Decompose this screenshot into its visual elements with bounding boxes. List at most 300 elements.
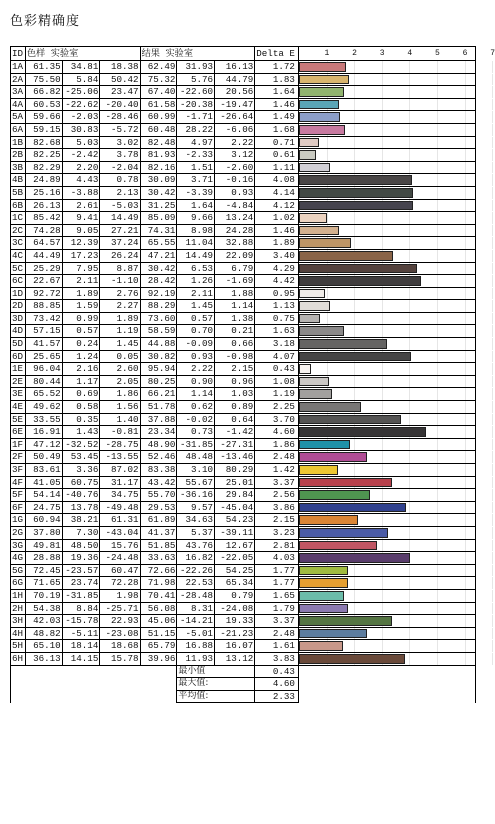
gridline <box>492 477 493 489</box>
gridline <box>409 527 410 539</box>
table-row <box>11 501 476 514</box>
ref-lab-value: 57.15 <box>25 325 62 338</box>
row-id: 3G <box>11 539 26 552</box>
result-lab-value: 95.94 <box>140 363 177 376</box>
result-lab-value: 65.34 <box>215 577 255 590</box>
ref-lab-value: 30.83 <box>62 123 100 136</box>
summary-spacer <box>11 690 177 703</box>
gridline <box>465 263 466 275</box>
ref-lab-value: 1.98 <box>100 589 140 602</box>
table-row <box>11 186 476 199</box>
result-lab-value: 5.37 <box>177 526 215 539</box>
delta-e-value: 1.02 <box>255 212 299 225</box>
result-lab-value: 44.79 <box>215 73 255 86</box>
ref-lab-value: -2.04 <box>100 161 140 174</box>
delta-e-bar <box>299 188 413 198</box>
gridline <box>465 162 466 174</box>
result-lab-value: 3.12 <box>215 149 255 162</box>
delta-e-bar <box>299 87 344 97</box>
ref-lab-value: -25.06 <box>62 86 100 99</box>
gridline <box>382 451 383 463</box>
ref-lab-value: 59.66 <box>25 111 62 124</box>
gridline <box>354 149 355 161</box>
gridline <box>382 325 383 337</box>
result-lab-value: -0.02 <box>177 413 215 426</box>
bar-cell <box>298 237 475 250</box>
table-row <box>11 275 476 288</box>
gridline <box>437 363 438 375</box>
ref-lab-value: -28.75 <box>100 438 140 451</box>
ref-lab-value: 25.16 <box>25 186 62 199</box>
ref-lab-value: 14.49 <box>100 212 140 225</box>
delta-e-value: 1.49 <box>255 111 299 124</box>
row-id: 5B <box>11 186 26 199</box>
delta-e-bar <box>299 503 406 513</box>
ref-lab-value: 36.13 <box>25 652 62 665</box>
delta-e-value: 1.11 <box>255 161 299 174</box>
ref-lab-value: 17.23 <box>62 249 100 262</box>
row-id: 3H <box>11 615 26 628</box>
ref-lab-value: 82.25 <box>25 149 62 162</box>
ref-lab-value: 1.19 <box>100 325 140 338</box>
gridline <box>354 74 355 86</box>
gridline <box>409 477 410 489</box>
gridline <box>354 111 355 123</box>
table-row <box>11 489 476 502</box>
gridline <box>437 149 438 161</box>
bar-cell <box>298 640 475 653</box>
gridline <box>465 338 466 350</box>
result-lab-value: 51.15 <box>140 627 177 640</box>
bar-cell <box>298 539 475 552</box>
gridline <box>382 540 383 552</box>
result-lab-value: 32.88 <box>215 237 255 250</box>
ref-lab-value: 66.82 <box>25 86 62 99</box>
gridline <box>382 237 383 249</box>
gridline <box>382 149 383 161</box>
row-id: 4G <box>11 552 26 565</box>
ref-lab-value: 1.89 <box>62 287 100 300</box>
gridline <box>354 237 355 249</box>
gridline <box>382 401 383 413</box>
bar-cell <box>298 199 475 212</box>
delta-e-bar <box>299 591 345 601</box>
result-lab-value: 55.67 <box>177 476 215 489</box>
gridline <box>354 61 355 73</box>
table-row <box>11 539 476 552</box>
header-result: 结果 实验室 <box>140 47 255 61</box>
gridline <box>354 388 355 400</box>
gridline <box>409 615 410 627</box>
result-lab-value: 3.10 <box>177 464 215 477</box>
result-lab-value: 65.55 <box>140 237 177 250</box>
ref-lab-value: 42.03 <box>25 615 62 628</box>
delta-e-bar <box>299 175 412 185</box>
delta-e-value: 1.46 <box>255 224 299 237</box>
result-lab-value: -45.04 <box>215 501 255 514</box>
result-lab-value: 16.88 <box>177 640 215 653</box>
result-lab-value: 1.45 <box>177 300 215 313</box>
ref-lab-value: 0.58 <box>62 401 100 414</box>
gridline <box>492 300 493 312</box>
color-accuracy-table <box>10 46 495 703</box>
ref-lab-value: -23.08 <box>100 627 140 640</box>
delta-e-bar <box>299 62 347 72</box>
ref-lab-value: 83.61 <box>25 464 62 477</box>
gridline <box>437 653 438 665</box>
result-lab-value: -13.46 <box>215 451 255 464</box>
bar-cell <box>298 338 475 351</box>
result-lab-value: 25.01 <box>215 476 255 489</box>
summary-label: 最小值 <box>177 665 255 678</box>
gridline <box>382 162 383 174</box>
gridline <box>492 74 493 86</box>
bar-cell <box>298 61 475 74</box>
gridline <box>437 200 438 212</box>
table-row <box>11 312 476 325</box>
delta-e-value: 1.64 <box>255 86 299 99</box>
gridline <box>465 124 466 136</box>
gridline <box>437 124 438 136</box>
gridline <box>465 313 466 325</box>
result-lab-value: 73.60 <box>140 312 177 325</box>
row-id: 5H <box>11 640 26 653</box>
delta-e-value: 1.68 <box>255 123 299 136</box>
gridline <box>354 162 355 174</box>
ref-lab-value: 0.57 <box>62 325 100 338</box>
ref-lab-value: 44.49 <box>25 249 62 262</box>
gridline <box>354 288 355 300</box>
gridline <box>465 351 466 363</box>
gridline <box>437 212 438 224</box>
table-row <box>11 325 476 338</box>
gridline <box>354 565 355 577</box>
ref-lab-value: 88.85 <box>25 300 62 313</box>
result-lab-value: 6.53 <box>177 262 215 275</box>
ref-lab-value: 60.94 <box>25 514 62 527</box>
gridline <box>354 124 355 136</box>
bar-cell <box>298 489 475 502</box>
delta-e-value: 1.42 <box>255 464 299 477</box>
row-id: 2G <box>11 526 26 539</box>
gridline <box>465 565 466 577</box>
bar-cell <box>298 401 475 414</box>
bar-cell <box>298 652 475 665</box>
ref-lab-value: 18.14 <box>62 640 100 653</box>
ref-lab-value: 41.05 <box>25 476 62 489</box>
result-lab-value: 4.97 <box>177 136 215 149</box>
delta-e-value: 4.08 <box>255 174 299 187</box>
ref-lab-value: 1.45 <box>100 338 140 351</box>
result-lab-value: 1.26 <box>177 275 215 288</box>
result-lab-value: 0.21 <box>215 325 255 338</box>
row-id: 2B <box>11 149 26 162</box>
ref-lab-value: -20.40 <box>100 98 140 111</box>
gridline <box>382 577 383 589</box>
gridline <box>382 300 383 312</box>
gridline <box>382 565 383 577</box>
gridline <box>354 590 355 602</box>
gridline <box>409 489 410 501</box>
row-id: 6C <box>11 275 26 288</box>
result-lab-value: 2.11 <box>177 287 215 300</box>
gridline <box>492 162 493 174</box>
gridline <box>465 61 466 73</box>
row-id: 2H <box>11 602 26 615</box>
result-lab-value: 85.09 <box>140 212 177 225</box>
ref-lab-value: 0.24 <box>62 338 100 351</box>
table-row <box>11 476 476 489</box>
ref-lab-value: -1.10 <box>100 275 140 288</box>
ref-lab-value: -40.76 <box>62 489 100 502</box>
gridline <box>465 489 466 501</box>
gridline <box>492 451 493 463</box>
gridline <box>465 502 466 514</box>
delta-e-bar <box>299 276 421 286</box>
delta-e-value: 3.18 <box>255 338 299 351</box>
gridline <box>492 263 493 275</box>
gridline <box>492 590 493 602</box>
result-lab-value: -22.26 <box>177 564 215 577</box>
bar-cell <box>298 249 475 262</box>
gridline <box>409 502 410 514</box>
gridline <box>437 401 438 413</box>
row-id: 2E <box>11 375 26 388</box>
table-row <box>11 149 476 162</box>
ref-lab-value: 2.13 <box>100 186 140 199</box>
table-row <box>11 426 476 439</box>
result-lab-value: 1.14 <box>215 300 255 313</box>
gridline <box>492 502 493 514</box>
delta-e-bar <box>299 490 370 500</box>
delta-e-value: 2.15 <box>255 514 299 527</box>
gridline <box>354 363 355 375</box>
gridline <box>437 325 438 337</box>
result-lab-value: -31.85 <box>177 438 215 451</box>
gridline <box>492 640 493 652</box>
gridline <box>409 124 410 136</box>
row-id: 2A <box>11 73 26 86</box>
ref-lab-value: -25.71 <box>100 602 140 615</box>
ref-lab-value: 96.04 <box>25 363 62 376</box>
bar-cell <box>298 123 475 136</box>
result-lab-value: 0.90 <box>177 375 215 388</box>
gridline <box>409 414 410 426</box>
delta-e-bar <box>299 100 339 110</box>
result-lab-value: 70.41 <box>140 589 177 602</box>
delta-e-bar <box>299 112 340 122</box>
gridline <box>382 514 383 526</box>
ref-lab-value: -15.78 <box>62 615 100 628</box>
gridline <box>409 401 410 413</box>
axis-tick-label: 7 <box>490 49 495 58</box>
result-lab-value: -22.05 <box>215 552 255 565</box>
table-row <box>11 86 476 99</box>
result-lab-value: 62.49 <box>140 61 177 74</box>
gridline <box>437 237 438 249</box>
delta-e-value: 3.40 <box>255 249 299 262</box>
table-row <box>11 300 476 313</box>
row-id: 5C <box>11 262 26 275</box>
gridline <box>409 162 410 174</box>
ref-lab-value: -13.55 <box>100 451 140 464</box>
ref-lab-value: 48.82 <box>25 627 62 640</box>
result-lab-value: 9.57 <box>177 501 215 514</box>
ref-lab-value: 2.11 <box>62 275 100 288</box>
gridline <box>354 577 355 589</box>
ref-lab-value: 7.30 <box>62 526 100 539</box>
axis-tick-label: 2 <box>352 49 357 58</box>
ref-lab-value: 15.76 <box>100 539 140 552</box>
delta-e-value: 1.79 <box>255 602 299 615</box>
gridline <box>437 376 438 388</box>
delta-e-bar <box>299 515 358 525</box>
table-row <box>11 363 476 376</box>
row-id: 4B <box>11 174 26 187</box>
gridline <box>409 137 410 149</box>
ref-lab-value: 53.45 <box>62 451 100 464</box>
gridline <box>409 577 410 589</box>
ref-lab-value: 34.75 <box>100 489 140 502</box>
gridline <box>465 86 466 98</box>
result-lab-value: -5.01 <box>177 627 215 640</box>
gridline <box>465 552 466 564</box>
gridline <box>465 300 466 312</box>
ref-lab-value: 28.88 <box>25 552 62 565</box>
ref-lab-value: 47.12 <box>25 438 62 451</box>
delta-e-value: 2.48 <box>255 451 299 464</box>
bar-cell <box>298 413 475 426</box>
gridline <box>437 514 438 526</box>
bar-cell <box>298 73 475 86</box>
gridline <box>465 653 466 665</box>
axis-tick-label: 5 <box>435 49 440 58</box>
ref-lab-value: 18.68 <box>100 640 140 653</box>
delta-e-bar <box>299 478 392 488</box>
table-row <box>11 111 476 124</box>
ref-lab-value: -32.52 <box>62 438 100 451</box>
row-id: 1H <box>11 589 26 602</box>
bar-cell <box>298 174 475 187</box>
ref-lab-value: 8.84 <box>62 602 100 615</box>
gridline <box>437 502 438 514</box>
gridline <box>492 565 493 577</box>
delta-e-bar <box>299 654 405 664</box>
ref-lab-value: 33.55 <box>25 413 62 426</box>
bar-cell <box>298 98 475 111</box>
bar-cell <box>298 186 475 199</box>
result-lab-value: 1.88 <box>215 287 255 300</box>
gridline <box>465 414 466 426</box>
ref-lab-value: 19.36 <box>62 552 100 565</box>
gridline <box>465 514 466 526</box>
gridline <box>465 111 466 123</box>
result-lab-value: 0.89 <box>215 401 255 414</box>
delta-e-bar <box>299 528 388 538</box>
gridline <box>465 237 466 249</box>
gridline <box>354 464 355 476</box>
delta-e-bar <box>299 75 350 85</box>
table-row <box>11 249 476 262</box>
gridline <box>354 99 355 111</box>
result-lab-value: 2.22 <box>215 136 255 149</box>
ref-lab-value: 18.38 <box>100 61 140 74</box>
bar-cell <box>298 426 475 439</box>
ref-lab-value: -43.04 <box>100 526 140 539</box>
ref-lab-value: 48.50 <box>62 539 100 552</box>
ref-lab-value: 3.36 <box>62 464 100 477</box>
row-id: 1C <box>11 212 26 225</box>
result-lab-value: -2.33 <box>177 149 215 162</box>
result-lab-value: 37.88 <box>140 413 177 426</box>
result-lab-value: -1.69 <box>215 275 255 288</box>
result-lab-value: 67.40 <box>140 86 177 99</box>
table-row <box>11 413 476 426</box>
ref-lab-value: 26.13 <box>25 199 62 212</box>
ref-lab-value: 0.69 <box>62 388 100 401</box>
gridline <box>409 288 410 300</box>
gridline <box>465 149 466 161</box>
result-lab-value: 44.88 <box>140 338 177 351</box>
gridline <box>465 527 466 539</box>
page-title: 色彩精确度 <box>10 14 81 29</box>
row-id: 5D <box>11 338 26 351</box>
ref-lab-value: 74.28 <box>25 224 62 237</box>
gridline <box>492 628 493 640</box>
ref-lab-value: 85.42 <box>25 212 62 225</box>
result-lab-value: -36.16 <box>177 489 215 502</box>
table-row <box>11 199 476 212</box>
result-lab-value: 22.53 <box>177 577 215 590</box>
bar-cell <box>298 577 475 590</box>
ref-lab-value: 3.02 <box>100 136 140 149</box>
delta-e-value: 1.89 <box>255 237 299 250</box>
row-id: 1D <box>11 287 26 300</box>
gridline <box>492 426 493 438</box>
result-lab-value: -22.60 <box>177 86 215 99</box>
gridline <box>465 388 466 400</box>
delta-e-value: 1.65 <box>255 589 299 602</box>
gridline <box>327 313 328 325</box>
summary-label: 平均值: <box>177 690 255 703</box>
ref-lab-value: 49.81 <box>25 539 62 552</box>
gridline <box>409 565 410 577</box>
summary-row <box>11 665 476 678</box>
result-lab-value: 19.33 <box>215 615 255 628</box>
bar-cell <box>298 526 475 539</box>
result-lab-value: 81.93 <box>140 149 177 162</box>
delta-e-value: 3.70 <box>255 413 299 426</box>
table-row <box>11 350 476 363</box>
delta-e-bar <box>299 377 329 387</box>
table-row <box>11 212 476 225</box>
ref-lab-value: -22.62 <box>62 98 100 111</box>
ref-lab-value: -5.03 <box>100 199 140 212</box>
gridline <box>382 61 383 73</box>
gridline <box>382 124 383 136</box>
gridline <box>382 137 383 149</box>
result-lab-value: 1.38 <box>215 312 255 325</box>
ref-lab-value: 5.84 <box>62 73 100 86</box>
result-lab-value: 23.34 <box>140 426 177 439</box>
result-lab-value: 33.63 <box>140 552 177 565</box>
result-lab-value: 13.12 <box>215 652 255 665</box>
table-row <box>11 602 476 615</box>
delta-e-bar <box>299 578 348 588</box>
result-lab-value: 66.21 <box>140 388 177 401</box>
ref-lab-value: 54.14 <box>25 489 62 502</box>
gridline <box>492 603 493 615</box>
